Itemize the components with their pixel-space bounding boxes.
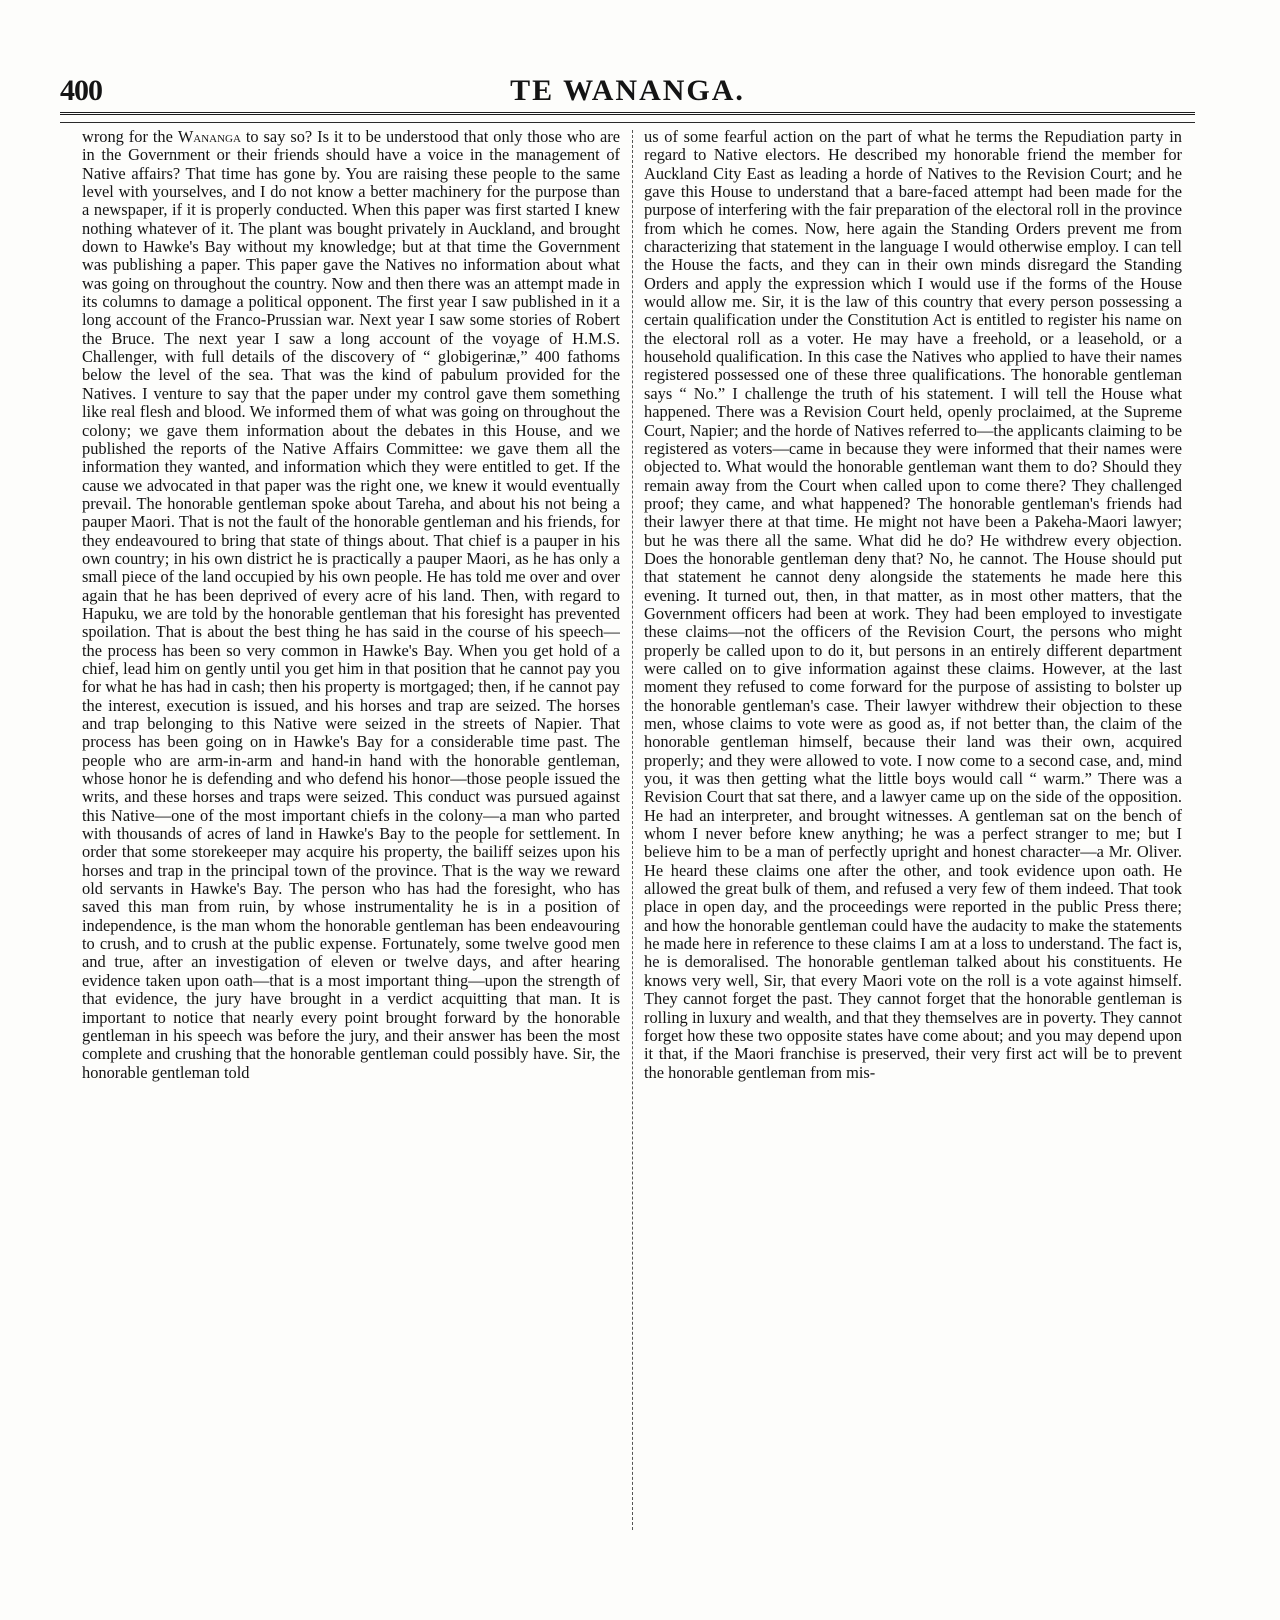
left-text-after: to say so? Is it to be understood that only those who are in the Government or their friends should have a voice in the management of Native affairs? That time has gone by. You are raising these people to the same level with yourselves, and I do not know a better machinery for the purpose than a newspaper, if it is properly conducted. When this paper was first started I knew nothing whatever of it. The plant was bought privately in Auckland, and brought down to Hawke's Bay without my knowledge; but at that time the Government was publishing a paper. This paper gave the Natives no information about what was going on throughout the country. Now and then there was an attempt made in its columns to damage a political opponent. The first year I saw published in it a long account of the Franco-Prussian war. Next year I saw some stories of Robert the Bruce. The next year I saw a long account of the voyage of H.M.S. Challenger, with full details of the discovery of “ globigerinæ,” 400 fathoms below the level of the sea. That was the kind of pabulum provided for the Natives. I venture to say that the paper under my control gave them something like real flesh and blood. We informed them of what was going on throughout the colony; we gave them information about the debates in this House, and we published the reports of the Native Affairs Committee: we gave them all the information they wanted, and information which they were entitled to get. If the cause we advocated in that paper was the right one, we knew it would eventually prevail. The honorable gentleman spoke about Tareha, and about his not being a pauper Maori. That is not the fault of the honorable gentleman and his friends, for they endeavoured to bring that state of things about. That chief is a pauper in his own country; in his own district he is practically a pauper Maori, as he has only a small piece of the land occupied by his own people. He has told me over and over again that he has been deprived of every acre of his land. Then, with regard to Hapuku, we are told by the honorable gentleman that his foresight has prevented spoilation. That is about the best thing he has said in the course of his speech—the process has been so very common in Hawke's Bay. When you get hold of a chief, lead him on gently until you get him in that position that he cannot pay you for what he has had in cash; then his property is mortgaged; then, if he cannot pay the interest, execution is issued, and his horses and trap are seized. The horses and trap belonging to this Native were seized in the streets of Napier. That process has been going on in Hawke's Bay for a considerable time past. The people who are arm-in-arm and hand-in hand with the honorable gentleman, whose honor he is defending and who defend his honor—those people issued the writs, and these horses and traps were seized. This conduct was pursued against this Native—one of the most important chiefs in the colony—a man who parted with thousands of acres of land in Hawke's Bay to the people for settlement. In order that some storekeeper may acquire his property, the bailiff seizes upon his horses and trap in the principal town of the province. That is the way we reward old servants in Hawke's Bay. The person who has had the foresight, who has saved this man from ruin, by whose instrumentality he is in a position of independence, is the man whom the honorable gentleman has been endeavouring to crush, and to crush at the public expense. Fortunately, some twelve good men and true, after an investigation of eleven or twelve days, and after hearing evidence taken upon oath—that is a most important thing—upon the strength of that evidence, the jury have brought in a verdict acquitting that man. It is important to notice that nearly every point brought forward by the honorable gentleman in his speech was before the jury, and their answer has been the most complete and crushing that the honorable gentleman could possibly have. Sir, the honorable gentleman told	[82, 128, 620, 1082]
left-text-before: wrong for the	[82, 128, 178, 146]
page-header	[60, 74, 1195, 114]
column-divider	[632, 130, 633, 1530]
left-column	[82, 128, 620, 1568]
journal-title: TE WANANGA.	[510, 74, 745, 107]
header-rule	[60, 112, 1195, 115]
newspaper-name: Wananga	[177, 128, 241, 146]
right-column	[644, 128, 1182, 1568]
page-number: 400	[60, 74, 102, 107]
left-column-text	[82, 128, 620, 1082]
right-column-text: us of some fearful action on the part of what he terms the Repudiation party in regard to Native electors. He described my honorable friend the member for Auckland City East as leading a horde of Natives to the Revision Court; and he gave this House to understand that a bare-faced attempt had been made for the purpose of interfering with the fair preparation of the electoral roll in the province from which he comes. Now, here again the Standing Orders prevent me from characterizing that statement in the language I would otherwise employ. I can tell the House the facts, and they can in their own minds disregard the Standing Orders and apply the expression which I would use if the forms of the House would allow me. Sir, it is the law of this country that every person possessing a certain qualification under the Constitution Act is entitled to register his name on the electoral roll as a voter. He may have a freehold, or a leasehold, or a household qualification. In this case the Natives who applied to have their names registered possessed one of these three qualifications. The honorable gentleman says “ No.” I challenge the truth of his statement. I will tell the House what happened. There was a Revision Court held, openly proclaimed, at the Supreme Court, Napier; and the horde of Natives referred to—the applicants claiming to be registered as voters—came in because they were informed that their names were objected to. What would the honorable gentleman want them to do? Should they remain away from the Court when called upon to come there? They challenged proof; they came, and what happened? The honorable gentleman's friends had their lawyer there at that time. He might not have been a Pakeha-Maori lawyer; but he was there all the same. What did he do? He withdrew every objection. Does the honorable gentleman deny that? No, he cannot. The House should put that statement he cannot deny alongside the statements he made here this evening. It turned out, then, in that matter, as in most other matters, that the Government officers had been at work. They had been employed to investigate these claims—not the officers of the Revision Court, the persons who might properly be called upon to do it, but persons in an entirely different department were called on to give information against these claims. However, at the last moment they refused to come forward for the purpose of assisting to bolster up the honorable gentleman's case. Their lawyer withdrew their objection to these men, whose claims to vote were as good as, if not better than, the claim of the honorable gentleman himself, because their land was their own, acquired properly; and they were allowed to vote. I now come to a second case, and, mind you, it was then getting what the little boys would call “ warm.” There was a Revision Court that sat there, and a lawyer came up on the side of the opposition. He had an interpreter, and brought witnesses. A gentleman sat on the bench of whom I never before knew anything; he was a perfect stranger to me; but I believe him to be a man of perfectly upright and honest character—a Mr. Oliver. He heard these claims one after the other, and took evidence upon oath. He allowed the great bulk of them, and refused a very few of them indeed. That took place in open day, and the proceedings were reported in the public Press there; and how the honorable gentleman could have the audacity to make the statements he made here in reference to these claims I am at a loss to understand. The fact is, he is demoralised. The honorable gentleman talked about his constituents. He knows very well, Sir, that every Maori vote on the roll is a vote against himself. They cannot forget the past. They cannot forget that the honorable gentleman is rolling in luxury and wealth, and that they themselves are in poverty. They cannot forget how these two opposite states have come about; and you may depend upon it that, if the Maori franchise is preserved, their very first act will be to prevent the honorable gentleman from mis-	[644, 128, 1182, 1082]
header-rule-thin	[60, 122, 1195, 123]
